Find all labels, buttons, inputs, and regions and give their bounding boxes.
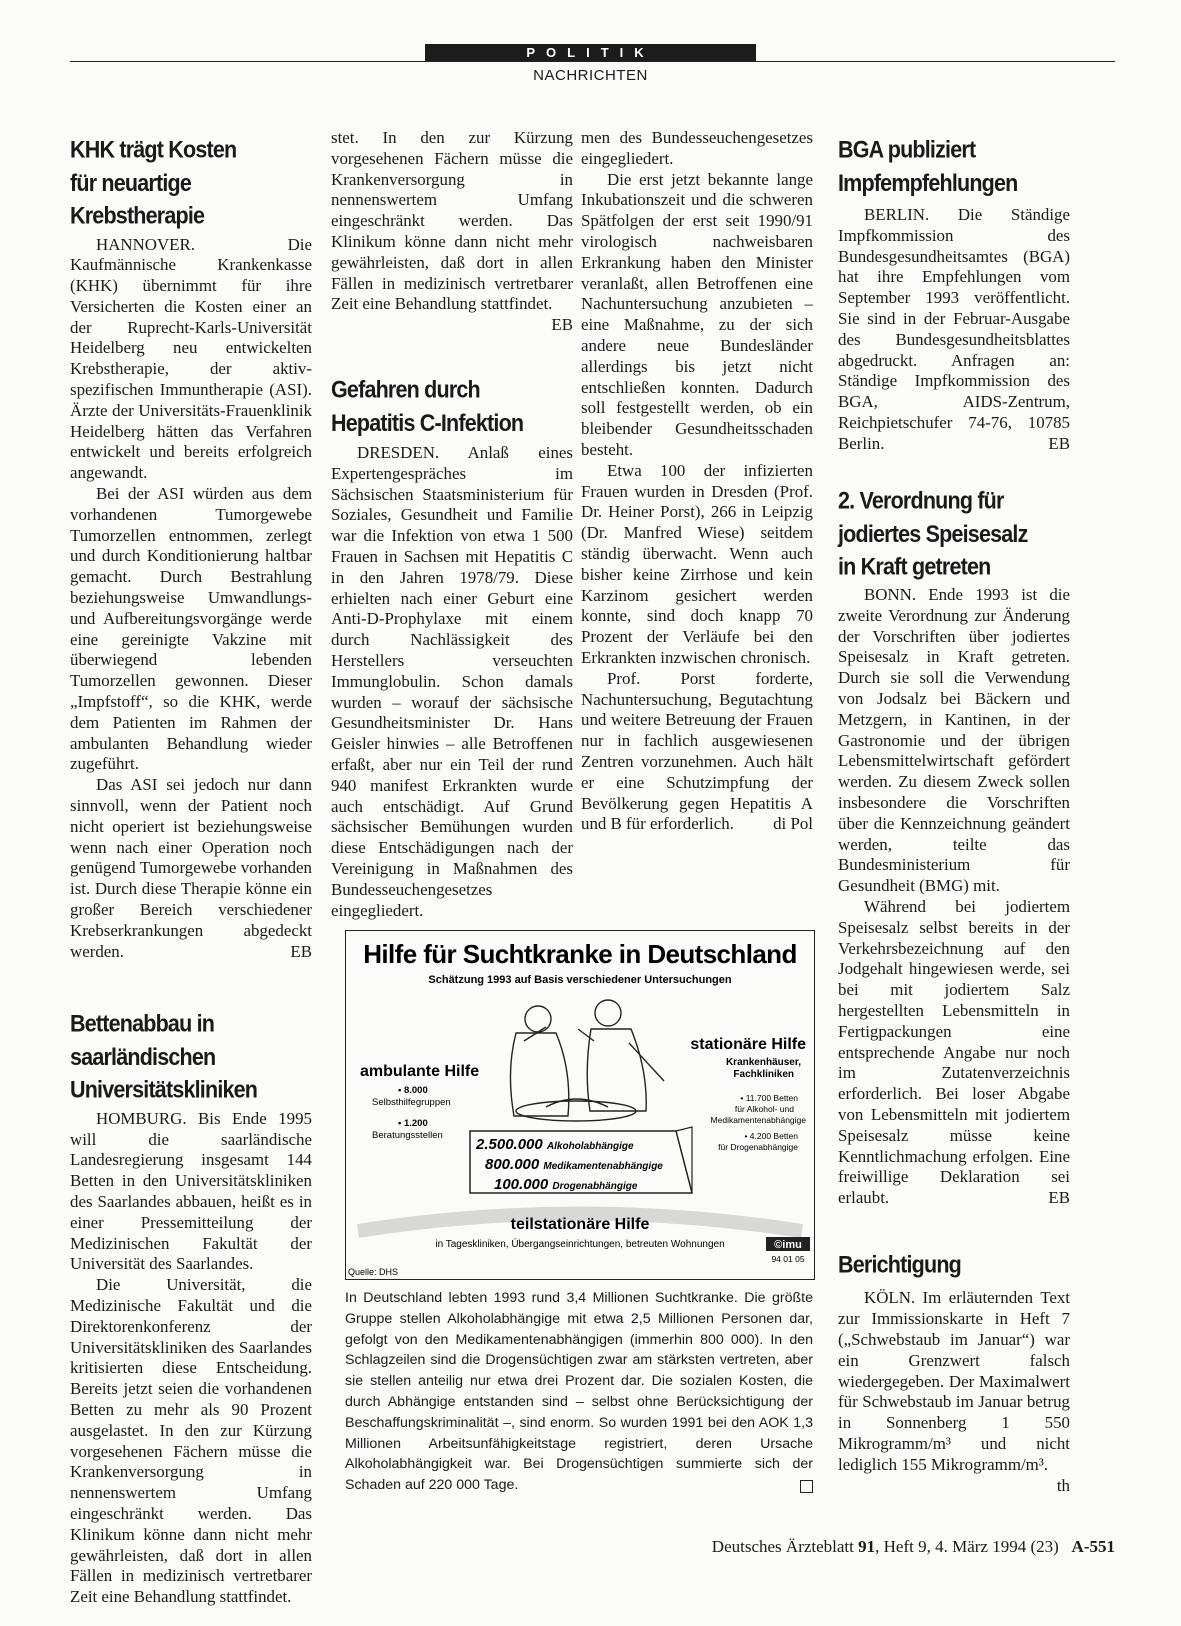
article-paragraph: Die Universität, die Medizinische Fakultät und die Direktorenkonferenz der Universitätskliniken des Saarlandes kritisierten diese Entscheidung. Bereits jetzt seien die vorhandenen Betten zu mehr als 90 Prozent ausgelastet. In den zur Kürzung vorgesehenen Fächern müsse die Krankenversorgung in nennenswertem Umfang eingeschränkt werden. Das Klinikum könne dann nicht mehr gewährleisten, daß dort in allen Fällen in medizinisch vertretbarer Zeit eine Behandlung stattfindet.: [70, 1275, 312, 1607]
article-title-hepatitis: Gefahren durch Hepatitis C-Infektion: [331, 376, 524, 437]
infographic-canvas: [346, 931, 814, 1279]
stationaer-sub: Fachkliniken: [733, 1069, 794, 1080]
section-banner: POLITIK: [425, 44, 756, 61]
stationaer-sub: Krankenhäuser,: [725, 1057, 801, 1068]
article-paragraph: Während bei jodiertem Speisesalz selbst bereits in der Verkehrsbezeichnung auf den Jodgehalt hingewiesen werde, sei bei mit jodiertem Salz hergestellten Lebensmitteln in Fertigpackungen eine entsprechende Angabe nur noch im Zutatenverzeichnis erforderlich. Bei loser Abgabe von Lebensmitteln mit jodiertem Speisesalz müsse keine Kenntlichmachung erfolgen. Eine freiwillige Deklaration sei erlaubt. EB: [838, 897, 1070, 1208]
article-paragraph: BERLIN. Die Ständige Impfkommission des Bundesgesundheitsamtes (BGA) hat ihre Empfehlungen vom September 1993 veröffentlicht. Sie sind in der Februar-Ausgabe des Bundesgesundheitsblattes abgedruckt. Anfragen an: Ständige Impfkommission des BGA, AIDS-Zentrum, Reichpietschufer 74-76, 10785 Berlin. EB: [838, 205, 1070, 453]
teilstationaer-sub: in Tageskliniken, Übergangseinrichtungen, betreuten Wohnungen: [435, 1239, 725, 1250]
infographic-subtitle: Schätzung 1993 auf Basis verschiedener Untersuchungen: [428, 974, 732, 986]
infographic: [345, 930, 815, 1280]
signature: di Pol: [773, 814, 813, 834]
ambulant-item: Beratungsstellen: [372, 1130, 443, 1141]
count-label: Drogenabhängige: [552, 1181, 638, 1192]
signature: EB: [290, 941, 312, 961]
signature: EB: [1048, 1188, 1070, 1208]
article-title-jodsalz: 2. Verordnung für jodiertes Speisesalz in Kraft getreten: [838, 486, 1028, 580]
article-paragraph: Die erst jetzt bekannte lange Inkubationszeit und die schweren Spätfolgen der erst seit 1990/91 virologisch nachweisbaren Erkrankung haben den Minister veranlaßt, allen Betroffenen eine Nachuntersuchung anzubieten – eine Maßnahme, zu der sich andere neue Bundesländer allerdings bis jetzt nicht entschließen konnten. Dadurch soll festgestellt werden, ob ein bleibender Gesundheitsschaden besteht.: [581, 169, 813, 459]
signature: th: [1056, 1475, 1070, 1495]
end-of-article-box: [800, 1480, 813, 1493]
column-3: men des Bundesseuchengesetzes eingegliedert. Die erst jetzt bekannte lange Inkubationszeit und die schweren Spätfolgen der erst seit 1990/91 virologisch nachweisbaren Erkrankung haben den Minister veranlaßt, allen Betroffenen eine Nachuntersuchung anzubieten – eine Maßnahme, zu der sich andere neue Bundesländer allerdings bis jetzt nicht entschließen konnten. Dadurch soll festgestellt werden, ob ein bleibender Gesundheitsschaden besteht. Etwa 100 der infizierten Frauen wurden in Dresden (Prof. Dr. Heiner Porst), 266 in Leipzig (Dr. Manfred Wiese) seitdem ständig überwacht. Wenn auch bisher keine Zirrhose und kein Karzinom gesichert werden konnte, sind doch knapp 70 Prozent der Verläufe bei den Erkrankten inzwischen chronisch. Prof. Porst forderte, Nachuntersuchung, Begutachtung und weitere Betreuung der Frauen nur in fachlich ausgewiesenen Zentren vorzunehmen. Auch hält er eine Schutzimpfung der Bevölkerung gegen Hepatitis A und B für erforderlich. di Pol: [581, 128, 813, 834]
article-title-betten: Bettenabbau in saarländischen Universitätskliniken: [70, 1010, 258, 1104]
page-number: A-551: [1071, 1537, 1115, 1556]
article-title-berichtigung: Berichtigung: [838, 1251, 961, 1279]
infographic-caption: In Deutschland lebten 1993 rund 3,4 Millionen Suchtkranke. Die größte Gruppe stellen Alkoholabhängige mit etwa 2,5 Millionen Personen dar, gefolgt von den Medikamentenabhängigen (immerhin 800 000). In den Schlagzeilen sind die Drogensüchtigen zwar am stärksten vertreten, aber sie stellen anteilig nur etwa drei Prozent dar. Die sozialen Kosten, die durch Abhängige entstanden sind – selbst ohne Berücksichtigung der Beschaffungskriminalität –, sind enorm. So wurden 1991 bei den AOK 1,3 Millionen Arbeitsunfähigkeitstage registriert, deren Ursache Alkoholabhängigkeit war. Bei Drogensüchtigen summierte sich der Schaden auf 220 000 Tage.: [345, 1290, 813, 1494]
stationaer-item: • 11.700 Betten: [740, 1093, 798, 1103]
article-paragraph: Das ASI sei jedoch nur dann sinnvoll, wenn der Patient noch nicht operiert ist beziehungsweise wenn nach einer Operation noch genügend Tumorgewebe vorhanden ist. Durch diese Therapie könne ein großer Bereich verschiedener Krebserkrankungen abgedeckt werden. EB: [70, 775, 312, 961]
article-paragraph: DRESDEN. Anlaß eines Expertengespräches im Sächsischen Staatsministerium für Soziales, Gesundheit und Familie war die Infektion von etwa 1 500 Frauen in Sachsen mit Hepatitis C in den Jahren 1978/79. Diese erhielten nach einer Geburt eine Anti-D-Prophylaxe mit einem durch Nachlässigkeit des Herstellers verseuchten Immunglobulin. Schon damals wurden – worauf der sächsische Gesundheitsminister Dr. Hans Geisler hinwies – alle Betroffenen erfaßt, aber nur ein Teil der rund 940 manifest Erkrankten wurde auch entschädigt. Auf Grund sächsischer Bemühungen wurden diese Entschädigungen nach der Vereinigung in Maßnahmen des Bundesseuchengesetzes eingegliedert.: [331, 443, 573, 920]
article-paragraph: BONN. Ende 1993 ist die zweite Verordnung zur Änderung der Vorschriften über jodiertes Speisesalz in Kraft getreten. Durch sie soll die Verwendung von Jodsalz bei Bäckern und Metzgern, in Kantinen, in der Gastronomie und der übrigen Lebensmittelwirtschaft gefördert werden. Zu diesem Zweck sollen insbesondere die Vorschriften über die Kennzeichnung geändert werden, teilte das Bundesministerium für Gesundheit (BMG) mit.: [838, 585, 1070, 896]
ambulant-item: Selbsthilfegruppen: [372, 1097, 451, 1108]
count-value: 100.000: [494, 1176, 553, 1193]
article-paragraph: Bei der ASI würden aus dem vorhandenen Tumorgewebe Tumorzellen entnommen, zerlegt und durch Konditionierung haltbar gemacht. Durch Bestrahlung beziehungsweise Umwandlungs- und Aufbereitungsvorgänge werde eine gereinigte Vakzine mit überwiegend lebenden Tumorzellen gewonnen. Dieser „Impfstoff“, so die KHK, werde dem Patienten im Rahmen der ambulanten Behandlung wieder zugeführt.: [70, 484, 312, 774]
article-paragraph: KÖLN. Im erläuternden Text zur Immissionskarte in Heft 7 („Schwebstaub im Januar“) war ein Grenzwert falsch wiedergegeben. Der Maximalwert für Schwebstaub im Januar betrug in Sonnenberg 1 550 Mikrogramm/m³ und nicht lediglich 155 Mikrogramm/m³. th: [838, 1288, 1070, 1495]
journal-name: Deutsches Ärzteblatt: [711, 1537, 854, 1556]
ambulant-heading: ambulante Hilfe: [360, 1063, 480, 1080]
stationaer-item: für Drogenabhängige: [718, 1142, 798, 1152]
article-title-bga: BGA publiziert Impfempfehlungen: [838, 136, 1018, 197]
infographic-title: Hilfe für Suchtkranke in Deutschland: [363, 939, 797, 969]
column-4: [838, 134, 1070, 1496]
stationaer-item: • 4.200 Betten: [744, 1131, 798, 1141]
subsection-label: NACHRICHTEN: [533, 67, 648, 84]
signature: EB: [551, 315, 573, 335]
page-footer: [712, 1537, 1115, 1557]
count-value: 800.000: [485, 1156, 544, 1173]
article-paragraph: Prof. Porst forderte, Nachuntersuchung, Begutachtung und weitere Betreuung der Frauen nur in fachlich ausgewiesenen Zentren vorzunehmen. Auch hält er eine Schutzimpfung der Bevölkerung gegen Hepatitis A und B für erforderlich. di Pol: [581, 668, 813, 834]
stationaer-item: für Alkohol- und: [734, 1104, 794, 1114]
issue-info: , Heft 9, 4. März 1994 (23): [875, 1537, 1059, 1556]
count-label: Medikamentenabhängige: [543, 1161, 663, 1172]
ambulant-item: • 8.000: [398, 1085, 428, 1096]
column-1: [70, 134, 312, 1607]
header-rule: [70, 61, 1115, 62]
count-value: 2.500.000: [476, 1136, 547, 1153]
figures-illustration: [510, 1000, 664, 1121]
signature: EB: [1048, 433, 1070, 453]
article-title-khk: KHK trägt Kosten für neuartige Krebstherapie: [70, 136, 237, 230]
teilstationaer-heading: teilstationäre Hilfe: [510, 1216, 650, 1233]
stationaer-heading: stationäre Hilfe: [690, 1036, 806, 1053]
graphic-code: 94 01 05: [771, 1254, 805, 1264]
count-label: Alkoholabhängige: [546, 1141, 634, 1152]
source-label: Quelle: DHS: [348, 1267, 399, 1277]
article-paragraph: HANNOVER. Die Kaufmännische Krankenkasse (KHK) übernimmt für ihre Versicherten die Kosten einer an der Ruprecht-Karls-Universität Heidelberg neu entwickelten Krebstherapie, der aktiv-spezifischen Immuntherapie (ASI). Ärzte der Universitäts-Frauenklinik Heidelberg hätten das Verfahren entwickelt und bereits erfolgreich angewandt.: [70, 234, 312, 483]
ambulant-item: • 1.200: [398, 1118, 428, 1129]
article-paragraph: Etwa 100 der infizierten Frauen wurden in Dresden (Prof. Dr. Heiner Porst), 266 in Leipzig (Dr. Manfred Wiese) seitdem ständig überwacht. Wenn auch bisher keine Zirrhose und kein Karzinom gesichert werden konnte, sind doch knapp 70 Prozent der Verläufe bei den Erkrankten inzwischen chronisch.: [581, 460, 813, 667]
volume-number: 91: [858, 1537, 876, 1556]
article-paragraph: HOMBURG. Bis Ende 1995 will die saarländische Landesregierung insgesamt 144 Betten in den Universitätskliniken des Saarlandes abbauen, heißt es in einer Pressemitteilung der Medizinischen Fakultät der Universität des Saarlandes.: [70, 1108, 312, 1274]
stationaer-item: Medikamentenabhängige: [710, 1115, 806, 1125]
logo: ©imu: [774, 1239, 802, 1251]
